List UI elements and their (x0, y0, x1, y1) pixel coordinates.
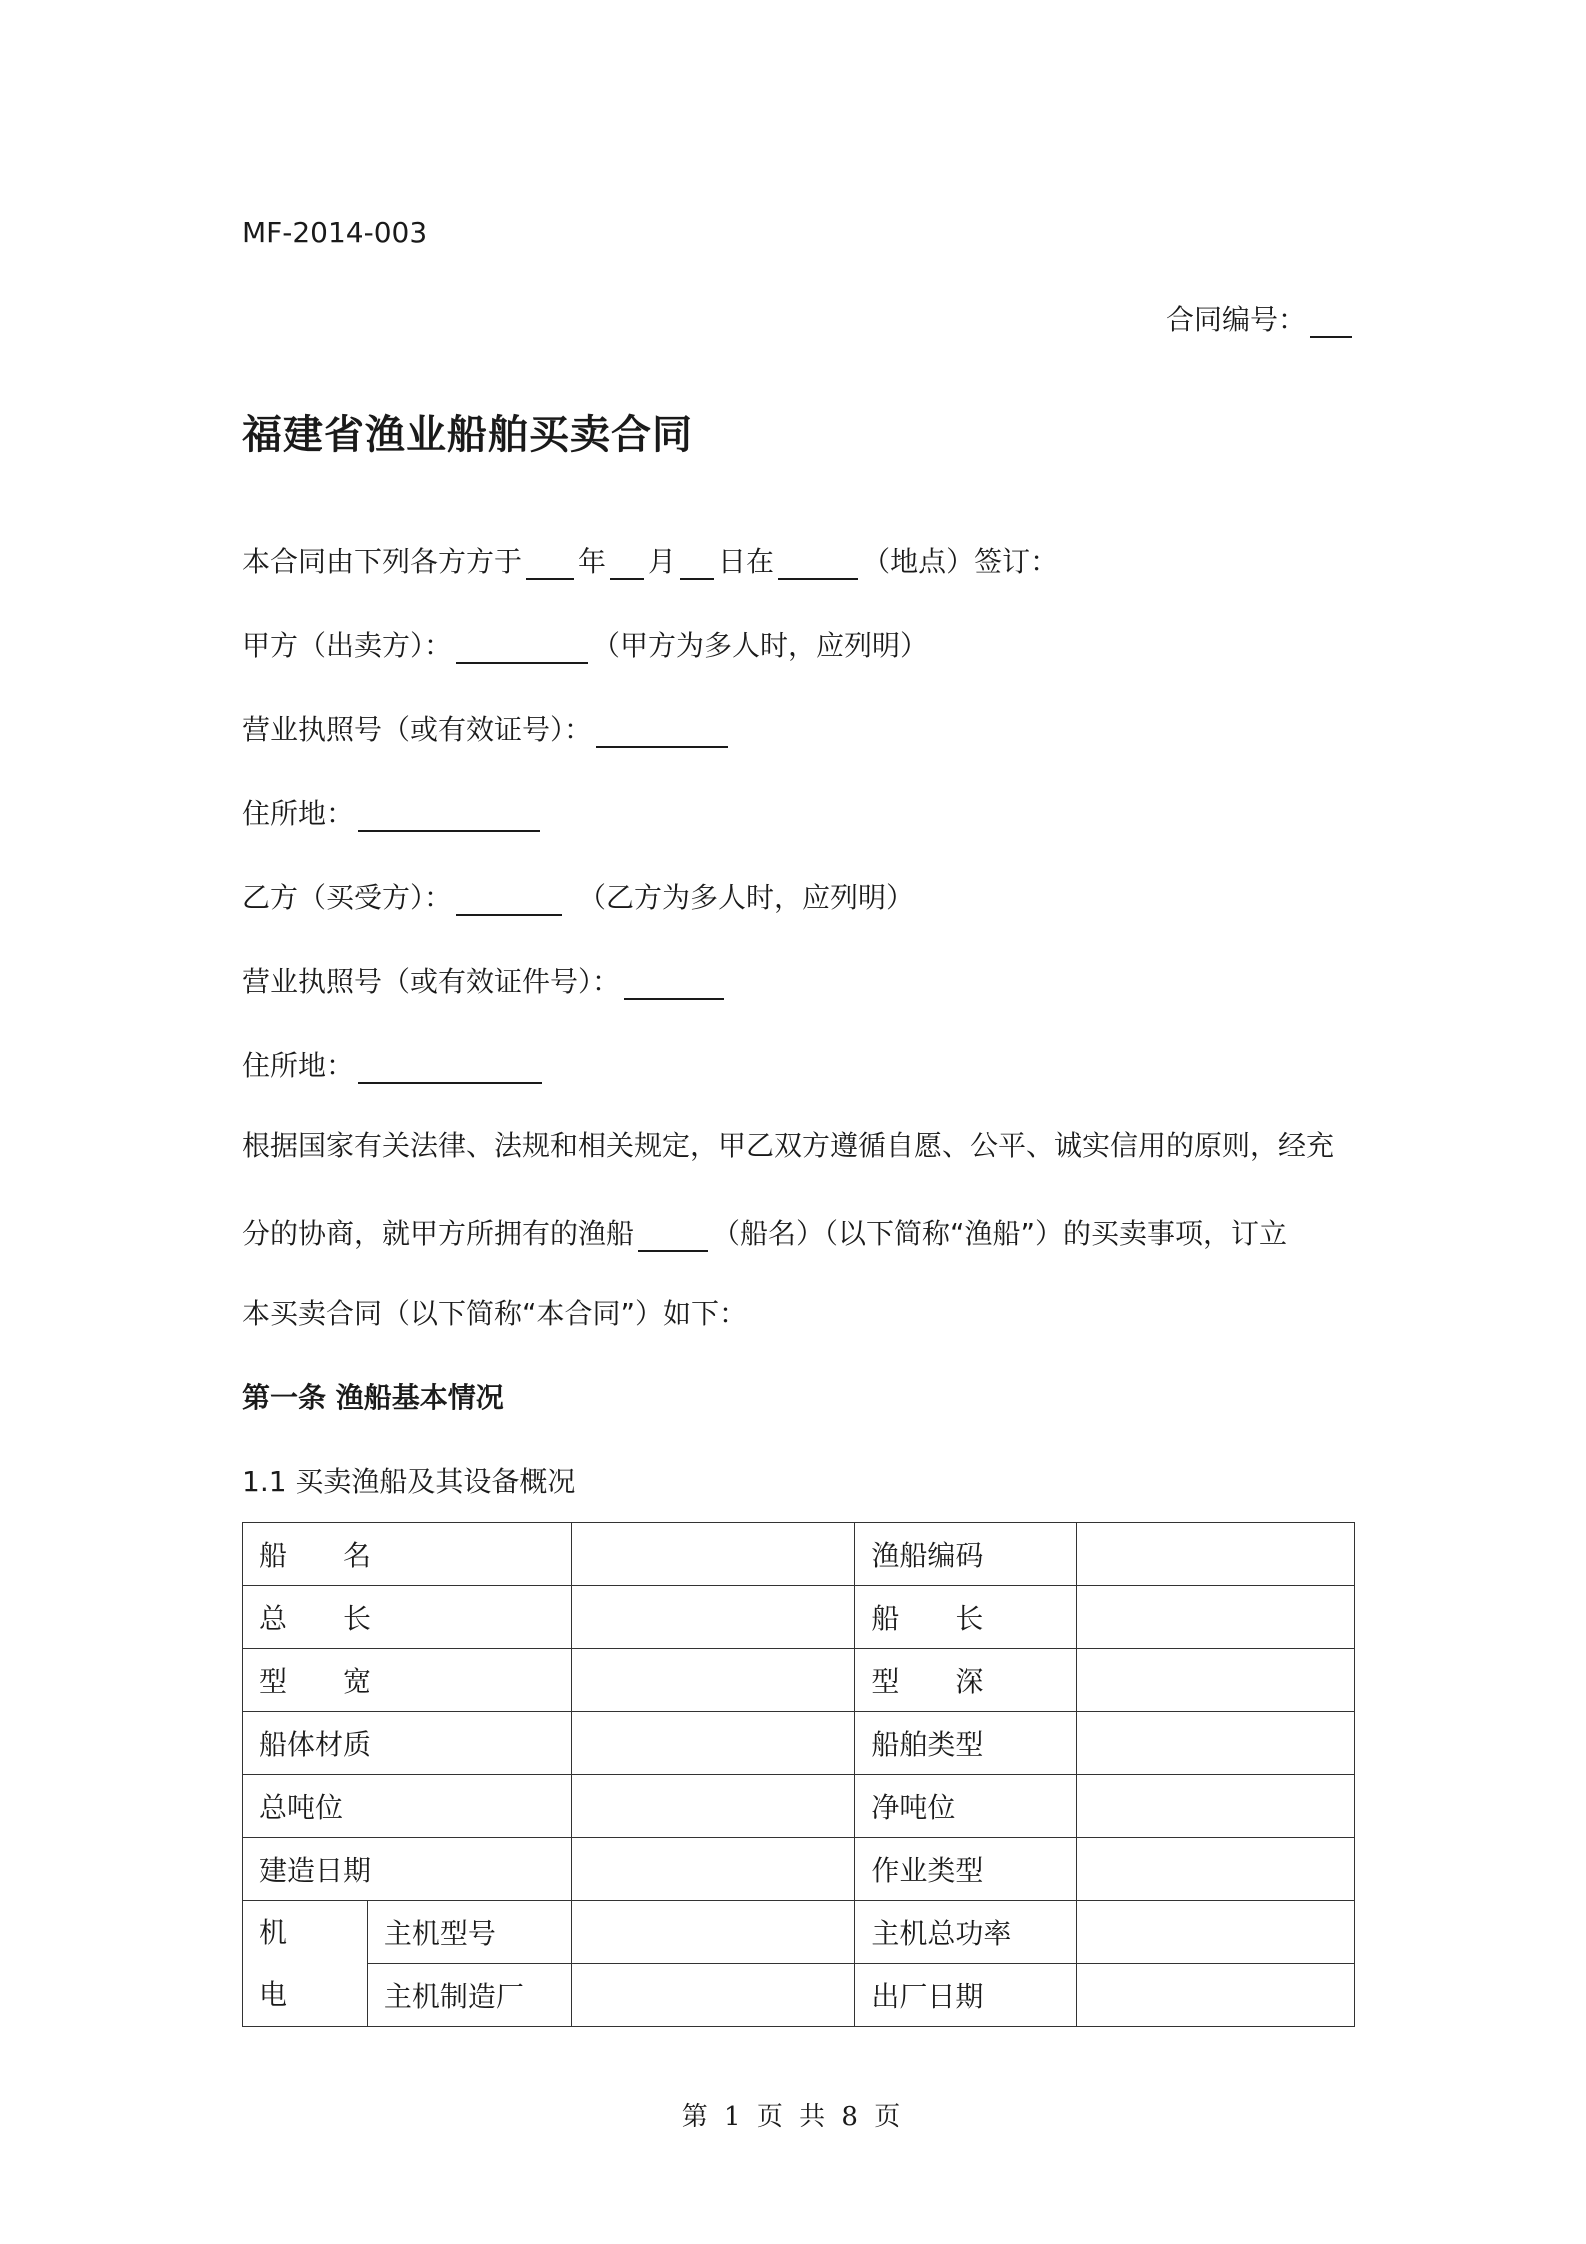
table-cell-value (1077, 1901, 1355, 1964)
table-cell-label: 型 宽 (243, 1649, 572, 1712)
license-a-blank (596, 716, 728, 748)
table-cell-value (571, 1901, 855, 1964)
address-a-label: 住所地： (242, 797, 355, 830)
table-cell-label: 建造日期 (243, 1838, 572, 1901)
section-1-1-heading: 1.1 买卖渔船及其设备概况 (242, 1465, 576, 1498)
table-row (243, 1586, 1355, 1649)
paragraph-line-2-text: 分的协商，就甲方所拥有的渔船 (242, 1217, 635, 1250)
paragraph-line-1: 根据国家有关法律、法规和相关规定，甲乙双方遵循自愿、公平、诚实信用的原则，经充 (242, 1129, 1335, 1162)
month-label: 月 (648, 545, 677, 578)
table-cell-label: 出厂日期 (855, 1964, 1077, 2027)
license-b-blank (624, 968, 724, 1000)
party-b-label: 乙方（买受方）： (242, 881, 453, 914)
party-a-blank (456, 632, 588, 664)
table-cell-label: 主机总功率 (855, 1901, 1077, 1964)
table-row (243, 1523, 1355, 1586)
contract-number-blank (1310, 306, 1352, 338)
table-cell-value (1077, 1586, 1355, 1649)
table-cell-value (1077, 1649, 1355, 1712)
table-cell-value (571, 1586, 855, 1649)
table-cell-label: 总吨位 (243, 1775, 572, 1838)
party-b-blank (456, 884, 562, 916)
vessel-spec-table (242, 1522, 1355, 2027)
year-blank (526, 548, 574, 580)
paragraph-line-2 (242, 1212, 1287, 1252)
group-label-2: 电 (259, 1977, 288, 2011)
document-code: MF-2014-003 (242, 216, 428, 249)
paragraph-line-3: 本买卖合同（以下简称“本合同”）如下： (242, 1297, 748, 1330)
license-b-label: 营业执照号（或有效证件号）： (242, 965, 621, 998)
month-blank (610, 548, 644, 580)
party-b-note: （乙方为多人时，应列明） (578, 881, 915, 914)
sign-line-text: 本合同由下列各方方于 (242, 545, 523, 578)
table-cell-label: 作业类型 (855, 1838, 1077, 1901)
table-cell-value (571, 1523, 855, 1586)
address-a-line (242, 792, 544, 832)
page-footer: 第 1 页 共 8 页 (681, 2102, 905, 2132)
party-a-note: （甲方为多人时，应列明） (592, 629, 929, 662)
paragraph-line-2-rest: （船名）（以下简称“渔船”）的买卖事项，订立 (712, 1217, 1288, 1250)
day-blank (680, 548, 714, 580)
table-row (243, 1838, 1355, 1901)
sign-line (242, 540, 1058, 580)
address-b-label: 住所地： (242, 1049, 355, 1082)
license-a-label: 营业执照号（或有效证号）： (242, 713, 593, 746)
address-b-line (242, 1044, 546, 1084)
article-1-heading: 第一条 渔船基本情况 (242, 1381, 504, 1414)
contract-number-label: 合同编号： (1165, 303, 1306, 336)
table-cell-value (1077, 1523, 1355, 1586)
table-cell-value (1077, 1775, 1355, 1838)
party-b-line (242, 876, 914, 916)
ship-name-blank (638, 1220, 708, 1252)
table-row (243, 1649, 1355, 1712)
table-cell-label: 净吨位 (855, 1775, 1077, 1838)
address-b-blank (358, 1052, 542, 1084)
table-cell-label: 主机型号 (367, 1901, 571, 1964)
table-cell-value (571, 1775, 855, 1838)
party-a-line (242, 624, 928, 664)
table-cell-value (571, 1964, 855, 2027)
contract-number (1166, 298, 1356, 338)
table-row (243, 1964, 1355, 2027)
table-cell-label: 总 长 (243, 1586, 572, 1649)
table-cell-label: 船 名 (243, 1523, 572, 1586)
address-a-blank (358, 800, 540, 832)
table-cell-value (571, 1649, 855, 1712)
table-cell-value (1077, 1838, 1355, 1901)
table-cell-value (1077, 1712, 1355, 1775)
table-cell-label: 船体材质 (243, 1712, 572, 1775)
group-label-1: 机 (259, 1915, 288, 1949)
table-cell-label: 型 深 (855, 1649, 1077, 1712)
table-row (243, 1775, 1355, 1838)
table-cell-label: 渔船编码 (855, 1523, 1077, 1586)
table-cell-value (1077, 1964, 1355, 2027)
electromechanical-group-cell (243, 1901, 368, 2027)
day-label: 日在 (718, 545, 775, 578)
table-row (243, 1712, 1355, 1775)
page-title: 福建省渔业船舶买卖合同 (242, 412, 693, 458)
table-cell-label: 主机制造厂 (367, 1964, 571, 2027)
license-b-line (242, 960, 728, 1000)
party-a-label: 甲方（出卖方）： (242, 629, 453, 662)
table-cell-value (571, 1838, 855, 1901)
table-cell-label: 船舶类型 (855, 1712, 1077, 1775)
license-a-line (242, 708, 732, 748)
place-label: （地点）签订： (862, 545, 1059, 578)
table-cell-value (571, 1712, 855, 1775)
table-cell-label: 船 长 (855, 1586, 1077, 1649)
year-label: 年 (578, 545, 607, 578)
table-row (243, 1901, 1355, 1964)
